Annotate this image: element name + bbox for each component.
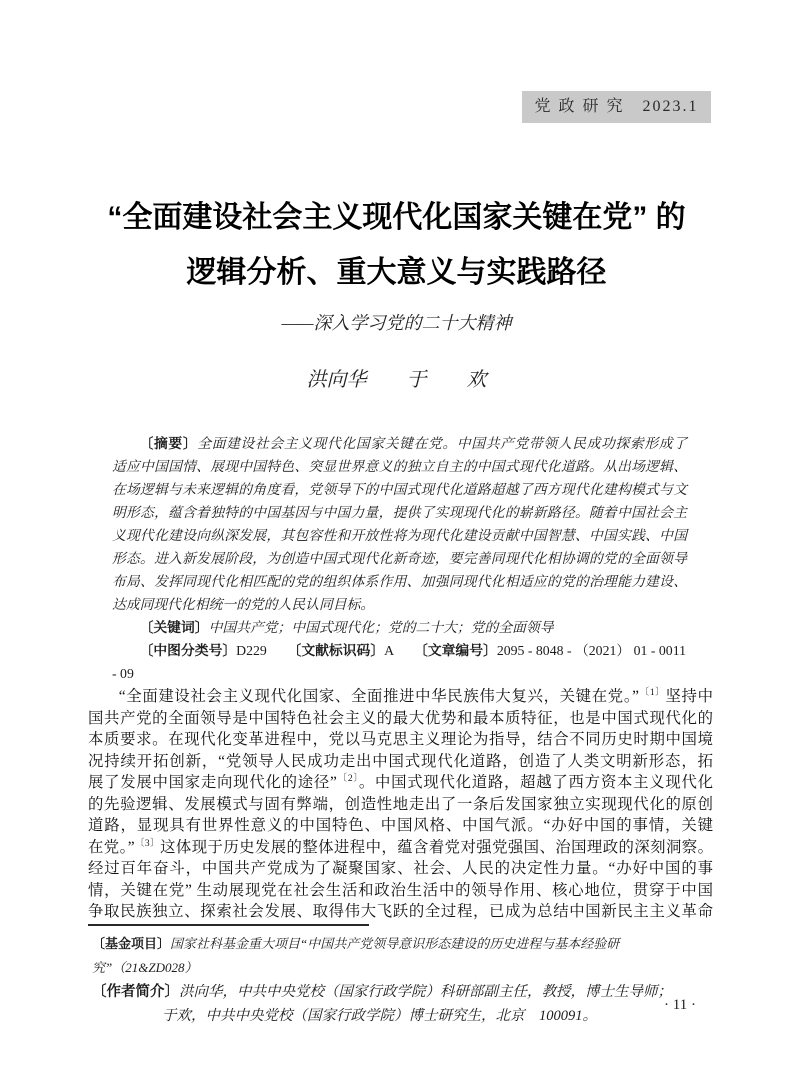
article-title: [0, 190, 793, 300]
body-line: 在党。”$^{〔3〕}$这体现于历史发展的整体进程中，蕴含着党对强党强国、治国理政的深刻洞察。: [88, 837, 713, 856]
article-subtitle: ——深入学习党的二十大精神: [281, 313, 512, 333]
abstract-line: 形态。进入新发展阶段，为创造中国式现代化新奇迹，要完善同现代化相协调的党的全面领导: [112, 551, 687, 566]
body-line: 的先验逻辑、发展模式与固有弊端，创造性地走出了一条后发国家独立实现现代化的原创: [88, 795, 713, 813]
abstract-line: 适应中国国情、展现中国特色、突显世界意义的独立自主的中国式现代化道路。从出场逻辑、: [112, 459, 687, 474]
page-number: · 11 ·: [664, 997, 696, 1013]
abstract-line: 〔摘要〕全面建设社会主义现代化国家关键在党。中国共产党带领人民成功探索形成了: [139, 436, 687, 451]
body-line: 经过百年奋斗，中国共产党成为了凝聚国家、社会、人民的决定性力量。“办好中国的事: [88, 860, 713, 877]
abstract-line: 在场逻辑与未来逻辑的角度看，党领导下的中国式现代化道路超越了西方现代化建构模式与文: [112, 482, 687, 497]
classification-line: 〔中图分类号〕D229 〔文献标识码〕A 〔文章编号〕2095 - 8048 - （2021） 01 - 0011 - 09: [112, 643, 686, 681]
abstract-section: [112, 432, 687, 685]
abstract-line: 达成同现代化相统一的党的人民认同目标。: [112, 597, 375, 612]
authors: 洪向华 于 欢: [306, 369, 487, 391]
abstract-line: 义现代化建设向纵深发展，其包容性和开放性将为现代化建设贡献中国智慧、中国实践、中国: [112, 528, 687, 543]
title-line-1: “全面建设社会主义现代化国家关键在党” 的: [107, 201, 686, 234]
fund-project-line: 〔基金项目〕国家社科基金重大项目“中国共产党领导意识形态建设的历史进程与基本经验研究”（21&ZD028）: [92, 936, 620, 975]
body-line: 道路，显现具有世界性意义的中国特色、中国风格、中国气派。“办好中国的事情，关键: [88, 817, 713, 834]
body-line: 本质要求。在现代化变革进程中，党以马克思主义理论为指导，结合不同历史时期中国境: [88, 731, 713, 748]
abstract-line: 布局、发挥同现代化相匹配的党的组织体系作用、加强同现代化相适应的党的治理能力建设、: [112, 574, 687, 589]
journal-header-label: 党 政 研 究 2023.1: [534, 98, 699, 115]
body-line: 展了发展中国家走向现代化的途径”$^{〔2〕}$。中国式现代化道路，超越了西方资本主义现代化: [88, 772, 713, 791]
footnote-divider: [88, 924, 369, 926]
abstract-line: 明形态，蕴含着独特的中国基因与中国力量，提供了实现现代化的崭新路径。随着中国社会主: [112, 505, 687, 520]
body-line: “全面建设社会主义现代化国家、全面推进中华民族伟大复兴，关键在党。”$^{〔1〕}$坚持中: [118, 686, 713, 705]
keywords-line: 〔关键词〕中国共产党；中国式现代化；党的二十大；党的全面领导: [139, 620, 554, 635]
title-line-2: 逻辑分析、重大意义与实践路径: [186, 256, 607, 289]
body-line: 争取民族独立、探索社会发展、取得伟大飞跃的全过程，已成为总结中国新民主主义革命: [88, 903, 713, 920]
journal-header-box: [522, 91, 711, 123]
body-line: 国共产党的全面领导是中国特色社会主义的最大优势和最本质特征，也是中国式现代化的: [88, 709, 713, 727]
author-bio-line-1: 〔作者简介〕洪向华，中共中央党校（国家行政学院）科研部副主任，教授，博士生导师；: [92, 984, 672, 1000]
body-line: 情，关键在党” 生动展现党在社会生活和政治生活中的领导作用、核心地位，贯穿于中国: [88, 881, 713, 899]
footnotes-section: [92, 932, 714, 1028]
body-section: [88, 686, 713, 923]
author-bio-line-2: 于欢，中共中央党校（国家行政学院）博士研究生，北京 100091。: [162, 1008, 597, 1024]
body-line: 况持续开拓创新，“党领导人民成功走出中国式现代化道路，创造了人类文明新形态，拓: [88, 752, 713, 770]
